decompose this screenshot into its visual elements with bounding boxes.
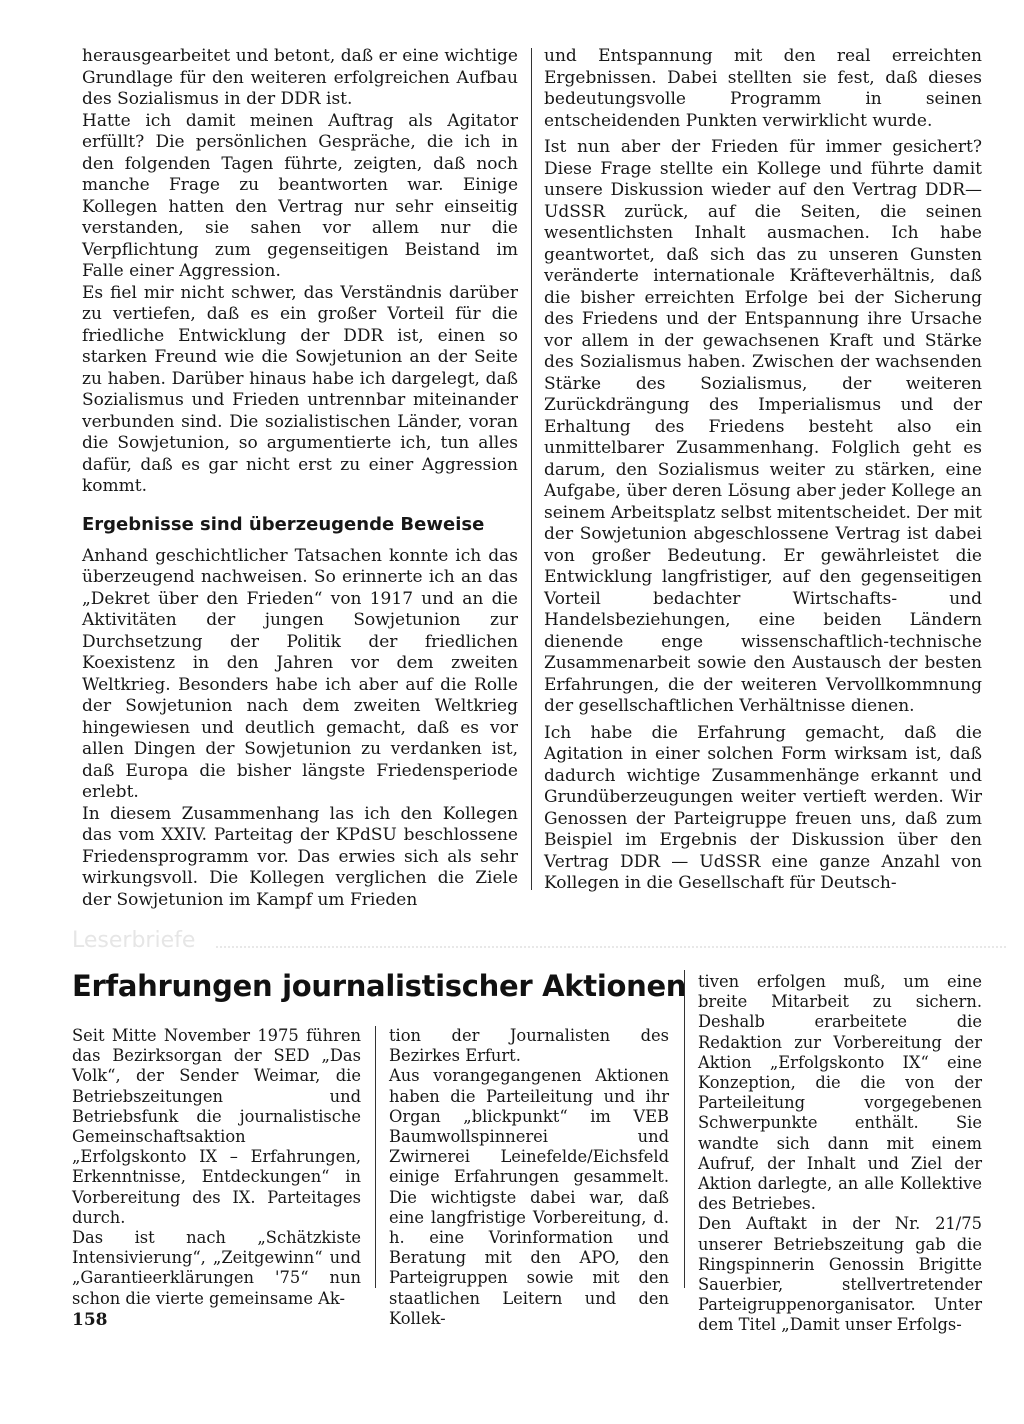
section-label: Leserbriefe [72,928,196,953]
body-paragraph: In diesem Zusammenhang las ich den Kollegen das vom XXIV. Parteitag der KPdSU beschlossene Friedensprogramm vor. Das erwies sich als sehr wirkungsvoll. Die Kollegen verglichen die Ziele der Sowjetunion im Kampf um Frieden [82,803,518,910]
upper-left-column [82,46,518,911]
body-paragraph: tiven erfolgen muß, um eine breite Mitarbeit zu sichern. Deshalb erarbeitete die Redaktion zur Vorbereitung der Aktion „Erfolgskonto IX“ eine Konzeption, die die von der Parteileitung vorgegebenen Schwerpunkte enthält. Sie wandte sich dann mit einem Aufruf, der Inhalt und Ziel der Aktion darlegte, an alle Kollektive des Betriebes. [698,972,982,1214]
lower-column-2 [389,1026,669,1329]
body-paragraph: und Entspannung mit den real erreichten Ergebnissen. Dabei stellten sie fest, daß dieses bedeutungsvolle Programm in seinen entscheidenden Punkten verwirklicht wurde. [544,46,982,131]
column-divider [531,48,532,890]
column-divider [684,970,685,1288]
lower-column-3 [698,972,982,1336]
body-paragraph: Aus vorangegangenen Aktionen haben die Parteileitung und ihr Organ „blickpunkt“ im VEB Baumwollspinnerei und Zwirnerei Leinefelde/Eichsfeld einige Erfahrungen gesammelt. Die wichtigste dabei war, daß eine langfristige Vorbereitung, d. h. eine Vorinformation und Beratung mit den APO, den Parteigruppen sowie mit den staatlichen Leitern und den Kollek- [389,1066,669,1328]
body-paragraph: Den Auftakt in der Nr. 21/75 unserer Betriebszeitung gab die Ringspinnerin Genossin Brigitte Sauerbier, stellvertretender Parteigruppenorganisator. Unter dem Titel „Damit unser Erfolgs- [698,1214,982,1335]
body-paragraph: Ist nun aber der Frieden für immer gesichert? Diese Frage stellte ein Kollege und führte damit unsere Diskussion wieder auf den Vertrag DDR—UdSSR zurück, auf die Seiten, die seinen wesentlichsten Inhalt ausmachen. Ich habe geantwortet, daß sich das zu unseren Gunsten veränderte internationale Kräfteverhältnis, daß die bisher erreichten Erfolge bei der Sicherung des Friedens und der Entspannung ihre Ursache vor allem in der gewachsenen Kraft und Stärke des Sozialismus haben. Zwischen der wachsenden Stärke des Sozialismus, der weiteren Zurückdrängung des Imperialismus und der Erhaltung des Friedens besteht also ein unmittelbarer Zusammenhang. Folglich geht es darum, den Sozialismus weiter zu stärken, eine Aufgabe, über deren Lösung aber jeder Kollege an seinem Arbeitsplatz selbst mitentscheidet. Der mit der Sowjetunion abgeschlossene Vertrag ist dabei von großer Bedeutung. Er gewährleistet die Entwicklung langfristiger, auf den gegenseitigen Vorteil bedachter Wirtschafts- und Handelsbeziehungen, eine beiden Ländern dienende enge wissenschaftlich-technische Zusammenarbeit sowie den Austausch der besten Erfahrungen, die der weiteren Vervollkommnung der gesellschaftlichen Verhältnisse dienen. [544,137,982,716]
body-paragraph: herausgearbeitet und betont, daß er eine wichtige Grundlage für den weiteren erfolgreichen Aufbau des Sozialismus in der DDR ist. [82,46,518,109]
section-label-rule [216,946,1006,948]
body-paragraph: Ich habe die Erfahrung gemacht, daß die Agitation in einer solchen Form wirksam ist, daß dadurch wichtige Zusammenhänge erkannt und Grundüberzeugungen weiter vertieft werden. Wir Genossen der Parteigruppe freuen uns, daß zum Beispiel im Ergebnis der Diskussion über den Vertrag DDR — UdSSR eine ganze Anzahl von Kollegen in die Gesellschaft für Deutsch- [544,722,982,893]
body-paragraph: tion der Journalisten des Bezirkes Erfurt. [389,1026,669,1066]
column-divider [375,1026,376,1288]
body-paragraph: Seit Mitte November 1975 führen das Bezirksorgan der SED „Das Volk“, der Sender Weimar, die Betriebszeitungen und Betriebsfunk die journalistische Gemeinschaftsaktion „Erfolgskonto IX – Erfahrungen, Erkenntnisse, Entdeckungen“ in Vorbereitung des IX. Parteitages durch. [72,1026,361,1227]
body-paragraph: Das ist nach „Schätzkiste Intensivierung“, „Zeitgewinn“ und „Garantieerklärungen '75“ nun schon die vierte gemeinsame Ak- [72,1228,361,1308]
upper-right-column [544,46,982,895]
lower-column-1 [72,1026,361,1309]
body-paragraph: Hatte ich damit meinen Auftrag als Agitator erfüllt? Die persönlichen Gespräche, die ich in den folgenden Tagen führte, zeigten, daß noch manche Frage zu beantworten war. Einige Kollegen hatten den Vertrag nur sehr einseitig verstanden, sie sahen vor allem nur die Verpflichtung zum gegenseitigen Beistand im Falle einer Aggression. [82,110,518,281]
article-headline: Erfahrungen journalistischer Aktionen [72,969,687,1003]
body-paragraph: Es fiel mir nicht schwer, das Verständnis darüber zu vertiefen, daß es ein großer Vorteil für die friedliche Entwicklung der DDR ist, einen so starken Freund wie die Sowjetunion an der Seite zu haben. Darüber hinaus habe ich dargelegt, daß Sozialismus und Frieden untrennbar miteinander verbunden sind. Die sozialistischen Länder, voran die Sowjetunion, so argumentierte ich, tun alles dafür, daß es gar nicht erst zu einer Aggression kommt. [82,282,518,496]
body-paragraph: Anhand geschichtlicher Tatsachen konnte ich das überzeugend nachweisen. So erinnerte ich an das „Dekret über den Frieden“ von 1917 und an die Aktivitäten der jungen Sowjetunion zur Durchsetzung der Politik der friedlichen Koexistenz in den Jahren vor dem zweiten Weltkrieg. Besonders habe ich aber auf die Rolle der Sowjetunion nach dem zweiten Weltkrieg hingewiesen und deutlich gemacht, daß es vor allen Dingen der Sowjetunion zu verdanken ist, daß Europa die bisher längste Friedensperiode erlebt. [82,545,518,802]
section-subheading: Ergebnisse sind überzeugende Beweise [82,513,485,535]
page-number: 158 [72,1310,108,1330]
